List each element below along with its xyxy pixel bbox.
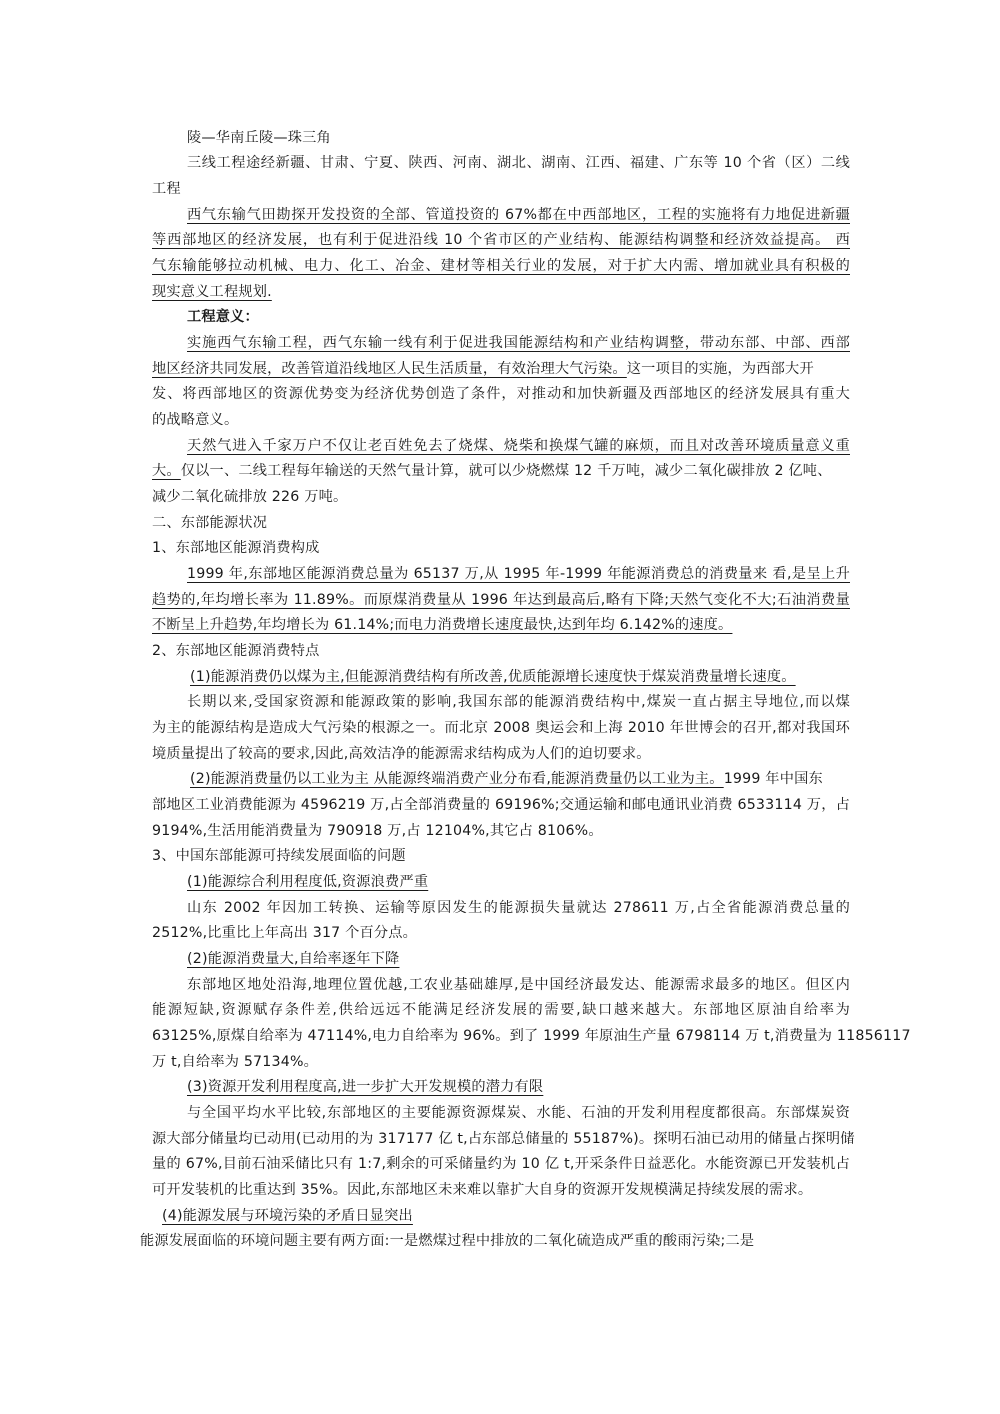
underlined-span: 大。 xyxy=(152,463,181,479)
text-line xyxy=(152,795,850,815)
underlined-line xyxy=(187,205,850,225)
text-line: 陵—华南丘陵—珠三角 xyxy=(187,130,331,146)
text-span: 源大部分储量均已动用(已动用的为 317177 亿 t,占东部总储量的 55187%)。探明石油已动用的储量占探明储 xyxy=(152,1131,855,1147)
text-line xyxy=(187,153,850,173)
text-line: 工程 xyxy=(152,181,181,197)
text-line xyxy=(187,1103,850,1123)
text-line xyxy=(152,359,850,379)
text-line xyxy=(152,1000,850,1020)
text-span: 发、将西部地区的资源优势变为经济优势创造了条件，对推动和加快新疆及西部地区的经济发展具有重大 xyxy=(152,386,850,402)
text-line xyxy=(152,461,850,481)
text-line: 9194%,生活用能消费量为 790918 万,占 12104%,其它占 8106%。 xyxy=(152,823,603,839)
text-line xyxy=(152,718,850,738)
text-span: 天然气进入千家万户不仅让老百姓免去了烧煤、烧柴和换煤气罐的麻烦，而且对改善环境质量意义重 xyxy=(187,438,850,454)
text-span: 63125%,原煤自给率为 47114%,电力自给率为 96%。到了 1999 年原油生产量 6798114 万 t,消费量为 11856117 xyxy=(152,1028,911,1044)
text-span: 1999 年,东部地区能源消费总量为 65137 万,从 1995 年-1999 年能源消费总的消费量来 看,是呈上升 xyxy=(187,566,850,582)
subsection-heading: 2、东部地区能源消费特点 xyxy=(152,643,320,659)
text-line xyxy=(187,692,850,712)
text-line xyxy=(152,384,850,404)
text-line xyxy=(187,898,850,918)
underlined-line xyxy=(187,564,850,584)
text-span: 西气东输气田勘探开发投资的全部、管道投资的 67%都在中西部地区，工程的实施将有力地促进新疆 xyxy=(187,207,850,223)
text-span: 三线工程途经新疆、甘肃、宁夏、陕西、河南、湖北、湖南、江西、福建、广东等 10 个省（区）二线 xyxy=(187,155,850,171)
underlined-span: (2)能源消费量仍以工业为主 从能源终端消费产业分布看,能源消费量仍以工业为主。 xyxy=(190,771,724,787)
text-span: 能源短缺,资源赋存条件差,供给远远不能满足经济发展的需要,缺口越来越大。东部地区原油自给率为 xyxy=(152,1002,850,1018)
text-line: 万 t,自给率为 57134%。 xyxy=(152,1054,319,1070)
text-line xyxy=(190,769,850,789)
underlined-line xyxy=(152,590,850,610)
text-line xyxy=(152,1129,855,1149)
underlined-line: (3)资源开发利用程度高,进一步扩大开发规模的潜力有限 xyxy=(187,1079,544,1095)
text-span: 这一项目的实施，为西部大开 xyxy=(626,361,814,377)
underlined-line xyxy=(152,256,850,276)
underlined-line: (1)能源消费仍以煤为主,但能源消费结构有所改善,优质能源增长速度快于煤炭消费量增长速度。 xyxy=(190,669,796,685)
text-line: 可开发装机的比重达到 35%。因此,东部地区未来难以靠扩大自身的资源开发规模满足持续发展的需求。 xyxy=(152,1182,813,1198)
section-heading: 工程意义： xyxy=(187,309,259,325)
subsection-heading: 1、东部地区能源消费构成 xyxy=(152,540,320,556)
text-span: 等西部地区的经济发展，也有利于促进沿线 10 个省市区的产业结构、能源结构调整和经济效益提高。 西 xyxy=(152,232,850,248)
text-span: 与全国平均水平比较,东部地区的主要能源资源煤炭、水能、石油的开发利用程度都很高。东部煤炭资 xyxy=(187,1105,850,1121)
subsection-heading: 3、中国东部能源可持续发展面临的问题 xyxy=(152,848,406,864)
underlined-line: (2)能源消费量大,自给率逐年下降 xyxy=(187,951,400,967)
text-line xyxy=(152,1154,850,1174)
underlined-line: 不断呈上升趋势,年均增长为 61.14%;而电力消费增长速度最快,达到年均 6.142%的速度。 xyxy=(152,617,733,633)
underlined-line: (1)能源综合利用程度低,资源浪费严重 xyxy=(187,874,429,890)
underlined-line xyxy=(187,333,850,353)
text-span: 趋势的,年均增长率为 11.89%。而原煤消费量从 1996 年达到最高后,略有下降;天然气变化不大;石油消费量 xyxy=(152,592,850,608)
text-span: 1999 年中国东 xyxy=(723,771,823,787)
text-span: 仅以一、二线工程每年输送的天然气量计算，就可以少烧燃煤 12 千万吨，减少二氧化碳排放 2 亿吨、 xyxy=(180,463,832,479)
text-line: 减少二氧化硫排放 226 万吨。 xyxy=(152,489,348,505)
underlined-line xyxy=(187,436,850,456)
text-span: 部地区工业消费能源为 4596219 万,占全部消费量的 69196%;交通运输和邮电通讯业消费 6533114 万，占 xyxy=(152,797,850,813)
text-line: 境质量提出了较高的要求,因此,高效洁净的能源需求结构成为人们的迫切要求。 xyxy=(152,746,651,762)
text-span: 东部地区地处沿海,地理位置优越,工农业基础雄厚,是中国经济最发达、能源需求最多的地区。但区内 xyxy=(187,977,850,993)
text-span: 长期以来,受国家资源和能源政策的影响,我国东部的能源消费结构中,煤炭一直占据主导地位,而以煤 xyxy=(187,694,850,710)
text-span: 实施西气东输工程，西气东输一线有利于促进我国能源结构和产业结构调整，带动东部、中部、西部 xyxy=(187,335,850,351)
section-heading: 二、东部能源状况 xyxy=(152,515,268,531)
text-line: 的战略意义。 xyxy=(152,412,239,428)
text-line xyxy=(187,975,850,995)
text-span: 气东输能够拉动机械、电力、化工、冶金、建材等相关行业的发展，对于扩大内需、增加就业具有积极的 xyxy=(152,258,850,274)
text-line: 2512%,比重比上年高出 317 个百分点。 xyxy=(152,925,418,941)
text-span: 量的 67%,目前石油采储比只有 1:7,剩余的可采储量约为 10 亿 t,开采条件日益恶化。水能资源已开发装机占 xyxy=(152,1156,850,1172)
text-line xyxy=(152,1026,911,1046)
underlined-line: (4)能源发展与环境污染的矛盾日显突出 xyxy=(162,1208,413,1224)
underlined-line: 现实意义工程规划. xyxy=(152,284,272,300)
text-line: 能源发展面临的环境问题主要有两方面:一是燃煤过程中排放的二氧化硫造成严重的酸雨污染;二是 xyxy=(140,1233,755,1249)
text-span: 为主的能源结构是造成大气污染的根源之一。而北京 2008 奥运会和上海 2010 年世博会的召开,都对我国环 xyxy=(152,720,850,736)
underlined-span: 地区经济共同发展，改善管道沿线地区人民生活质量，有效治理大气污染。 xyxy=(152,361,627,377)
underlined-line xyxy=(152,230,850,250)
text-span: 山东 2002 年因加工转换、运输等原因发生的能源损失量就达 278611 万,占全省能源消费总量的 xyxy=(187,900,850,916)
